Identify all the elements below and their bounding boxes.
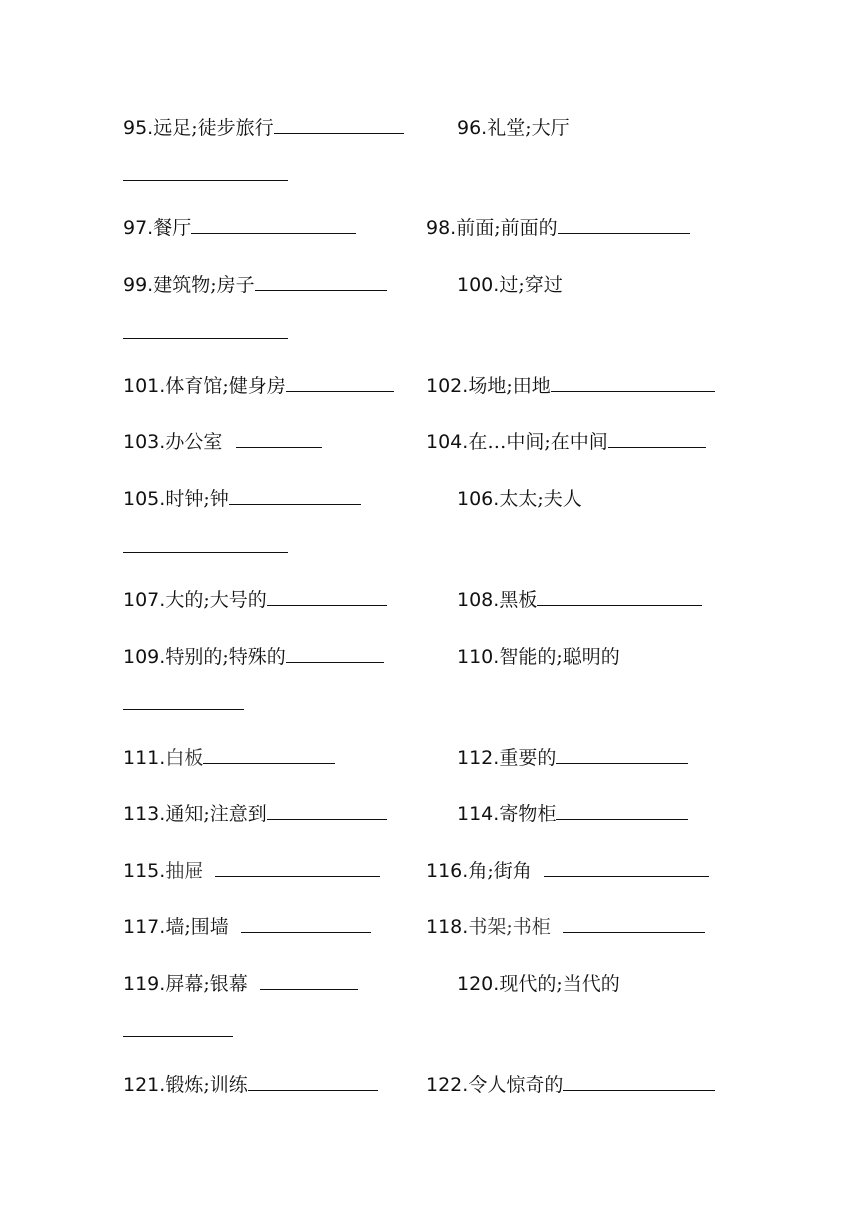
row-115-116 (0, 856, 860, 886)
answer-blank[interactable] (558, 215, 690, 234)
item-102 (426, 371, 715, 401)
item-121 (123, 1070, 378, 1100)
item-112 (457, 743, 688, 773)
item-number: 120. (457, 973, 500, 995)
answer-blank[interactable] (236, 429, 322, 448)
item-text: 办公室 (165, 431, 223, 453)
item-number: 107. (123, 589, 166, 611)
item-number: 101. (123, 375, 166, 397)
item-105 (123, 484, 361, 514)
item-110 (457, 642, 620, 672)
answer-blank[interactable] (551, 373, 715, 392)
row-107-108 (0, 585, 860, 615)
answer-blank[interactable] (191, 215, 356, 234)
item-text: 黑板 (499, 589, 538, 611)
answer-blank[interactable] (556, 801, 688, 820)
item-text: 智能的;聪明的 (499, 646, 620, 668)
answer-blank[interactable] (260, 971, 358, 990)
item-number: 111. (123, 747, 166, 769)
item-number: 112. (457, 747, 500, 769)
answer-blank[interactable] (537, 587, 702, 606)
item-text: 锻炼;训练 (165, 1074, 248, 1096)
item-text: 屏幕;银幕 (165, 973, 248, 995)
item-text: 餐厅 (153, 217, 192, 239)
answer-blank[interactable] (255, 272, 387, 291)
item-text: 通知;注意到 (165, 803, 267, 825)
item-text: 墙;围墙 (165, 916, 229, 938)
row-113-114 (0, 799, 860, 829)
item-100 (457, 270, 563, 300)
item-text: 场地;田地 (468, 375, 551, 397)
item-number: 113. (123, 803, 166, 825)
answer-blank[interactable] (563, 1072, 715, 1091)
row-111-112 (0, 743, 860, 773)
answer-blank[interactable] (241, 914, 371, 933)
answer-blank[interactable] (563, 914, 705, 933)
item-text: 过;穿过 (499, 274, 563, 296)
answer-blank[interactable] (544, 858, 709, 877)
item-number: 108. (457, 589, 500, 611)
item-120 (457, 969, 620, 999)
wrap-line-100 (0, 318, 860, 348)
item-number: 105. (123, 488, 166, 510)
answer-blank[interactable] (608, 429, 706, 448)
item-number: 121. (123, 1074, 166, 1096)
item-number: 119. (123, 973, 166, 995)
item-number: 115. (123, 860, 166, 882)
item-101 (123, 371, 394, 401)
item-115 (123, 856, 380, 886)
answer-blank[interactable] (556, 745, 688, 764)
answer-blank[interactable] (215, 858, 380, 877)
item-109 (123, 642, 384, 672)
item-117 (123, 912, 371, 942)
item-text: 重要的 (499, 747, 557, 769)
item-108 (457, 585, 702, 615)
item-number: 109. (123, 646, 166, 668)
item-number: 100. (457, 274, 500, 296)
answer-blank[interactable] (286, 644, 384, 663)
row-109-110 (0, 642, 860, 672)
item-text: 现代的;当代的 (499, 973, 620, 995)
answer-blank[interactable] (286, 373, 394, 392)
item-number: 98. (426, 217, 457, 239)
item-number: 114. (457, 803, 500, 825)
item-114 (457, 799, 688, 829)
row-103-104 (0, 427, 860, 457)
item-text: 角;街角 (468, 860, 532, 882)
answer-blank[interactable] (123, 1018, 233, 1037)
row-95-96 (0, 113, 860, 143)
row-119-120 (0, 969, 860, 999)
item-number: 110. (457, 646, 500, 668)
item-111 (123, 743, 335, 773)
item-104 (426, 427, 706, 457)
item-text: 在…中间;在中间 (468, 431, 608, 453)
item-number: 106. (457, 488, 500, 510)
item-106 (457, 484, 582, 514)
item-number: 117. (123, 916, 166, 938)
item-96 (457, 113, 570, 143)
answer-blank[interactable] (229, 486, 361, 505)
item-number: 102. (426, 375, 469, 397)
item-113 (123, 799, 387, 829)
wrap-line-110 (0, 689, 860, 719)
item-text: 远足;徒步旅行 (153, 117, 274, 139)
item-103 (123, 427, 322, 457)
item-97 (123, 213, 356, 243)
item-text: 特别的;特殊的 (165, 646, 286, 668)
item-119 (123, 969, 358, 999)
item-text: 寄物柜 (499, 803, 557, 825)
row-117-118 (0, 912, 860, 942)
wrap-line-106 (0, 532, 860, 562)
answer-blank[interactable] (267, 587, 387, 606)
answer-blank[interactable] (267, 801, 387, 820)
wrap-line-96 (0, 160, 860, 190)
answer-blank[interactable] (123, 320, 288, 339)
answer-blank[interactable] (123, 162, 288, 181)
row-99-100 (0, 270, 860, 300)
answer-blank[interactable] (248, 1072, 378, 1091)
row-97-98 (0, 213, 860, 243)
item-text: 大的;大号的 (165, 589, 267, 611)
item-text: 抽屉 (165, 860, 204, 882)
item-107 (123, 585, 387, 615)
item-text: 前面;前面的 (456, 217, 558, 239)
item-text: 建筑物;房子 (153, 274, 255, 296)
item-116 (426, 856, 709, 886)
item-98 (426, 213, 690, 243)
row-105-106 (0, 484, 860, 514)
row-101-102 (0, 371, 860, 401)
answer-blank[interactable] (274, 115, 404, 134)
item-text: 礼堂;大厅 (487, 117, 570, 139)
answer-blank[interactable] (203, 745, 335, 764)
item-95 (123, 113, 404, 143)
item-number: 95. (123, 117, 154, 139)
item-text: 太太;夫人 (499, 488, 582, 510)
item-text: 书架;书柜 (468, 916, 551, 938)
item-number: 97. (123, 217, 154, 239)
item-text: 白板 (165, 747, 204, 769)
item-number: 96. (457, 117, 488, 139)
wrap-line-120 (0, 1016, 860, 1046)
item-text: 令人惊奇的 (468, 1074, 564, 1096)
item-122 (426, 1070, 715, 1100)
item-99 (123, 270, 387, 300)
row-121-122 (0, 1070, 860, 1100)
item-number: 118. (426, 916, 469, 938)
answer-blank[interactable] (123, 691, 244, 710)
item-number: 104. (426, 431, 469, 453)
item-number: 116. (426, 860, 469, 882)
item-118 (426, 912, 705, 942)
item-number: 122. (426, 1074, 469, 1096)
item-number: 103. (123, 431, 166, 453)
item-text: 时钟;钟 (165, 488, 229, 510)
item-text: 体育馆;健身房 (165, 375, 286, 397)
answer-blank[interactable] (123, 534, 288, 553)
item-number: 99. (123, 274, 154, 296)
